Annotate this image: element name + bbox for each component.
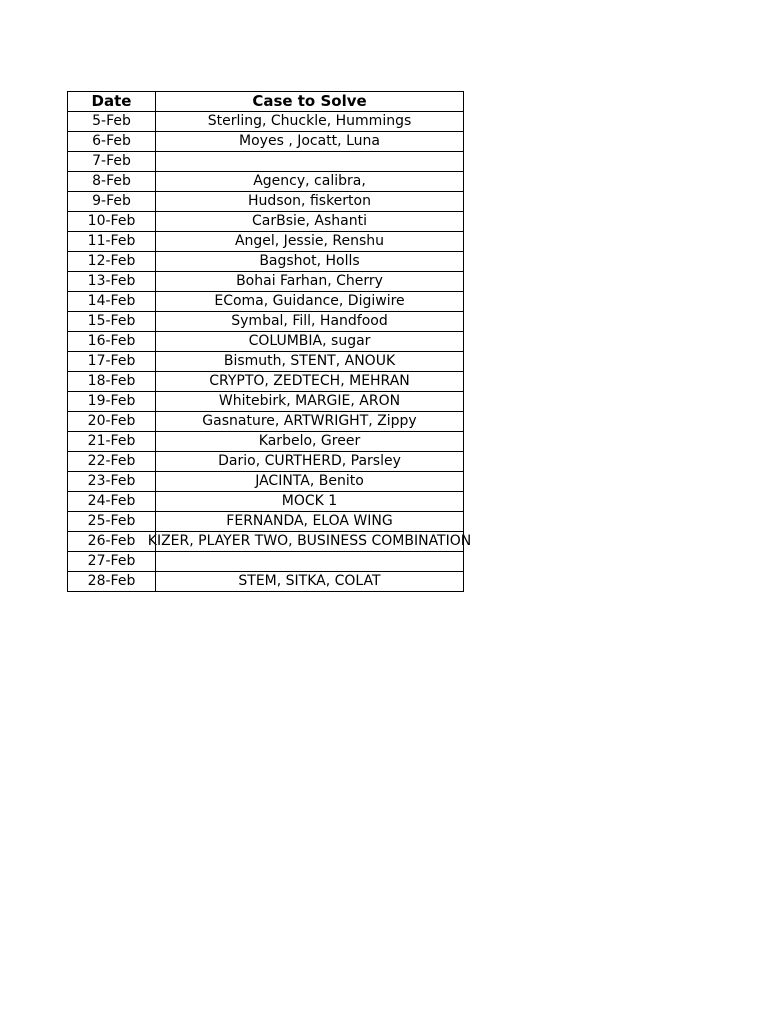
case-cell-wrap	[156, 432, 463, 451]
case-cell	[156, 552, 464, 572]
table-row	[68, 332, 464, 352]
table-row	[68, 452, 464, 472]
case-cell-wrap	[156, 212, 463, 231]
case-cell	[156, 292, 464, 312]
date-cell: 18-Feb	[68, 372, 156, 392]
case-text: CRYPTO, ZEDTECH, MEHRAN	[209, 373, 410, 389]
table-row	[68, 532, 464, 552]
table-row	[68, 552, 464, 572]
case-cell-wrap	[156, 372, 463, 391]
case-cell-wrap	[156, 392, 463, 411]
case-cell	[156, 312, 464, 332]
case-text: Whitebirk, MARGIE, ARON	[218, 393, 401, 409]
table-row	[68, 352, 464, 372]
case-cell-wrap	[156, 492, 463, 511]
table-row	[68, 172, 464, 192]
table-row	[68, 132, 464, 152]
case-cell-wrap	[156, 352, 463, 371]
case-text: JACINTA, Benito	[255, 473, 364, 489]
case-cell	[156, 472, 464, 492]
table-row	[68, 392, 464, 412]
table-row	[68, 232, 464, 252]
case-schedule-table	[67, 91, 472, 592]
case-text: Angel, Jessie, Renshu	[234, 233, 385, 249]
case-text: CarBsie, Ashanti	[252, 213, 367, 229]
case-cell	[156, 512, 464, 532]
case-cell-wrap	[156, 552, 463, 571]
table-row	[68, 472, 464, 492]
case-cell-wrap	[156, 512, 463, 531]
case-cell	[156, 332, 464, 352]
date-cell: 26-Feb	[68, 532, 156, 552]
table-row	[68, 312, 464, 332]
date-cell: 10-Feb	[68, 212, 156, 232]
case-cell-wrap	[156, 472, 463, 491]
case-text: Symbal, Fill, Handfood	[231, 313, 388, 329]
case-text: Bohai Farhan, Cherry	[236, 273, 383, 289]
date-cell: 14-Feb	[68, 292, 156, 312]
table-body	[68, 112, 472, 592]
table-row	[68, 192, 464, 212]
case-cell	[156, 452, 464, 472]
date-cell: 11-Feb	[68, 232, 156, 252]
case-cell-wrap	[156, 412, 463, 431]
case-cell-wrap	[156, 452, 463, 471]
case-cell	[156, 132, 464, 152]
case-text: MOCK 1	[281, 493, 338, 509]
date-cell: 27-Feb	[68, 552, 156, 572]
case-cell-wrap	[156, 172, 463, 191]
case-text: Agency, calibra,	[253, 173, 366, 189]
table-row	[68, 492, 464, 512]
case-text: Gasnature, ARTWRIGHT, Zippy	[202, 413, 417, 429]
case-cell-wrap	[156, 272, 463, 291]
case-text: Dario, CURTHERD, Parsley	[218, 453, 401, 469]
case-cell-wrap	[156, 152, 463, 171]
case-text: Sterling, Chuckle, Hummings	[207, 113, 412, 129]
case-cell	[156, 372, 464, 392]
date-cell: 6-Feb	[68, 132, 156, 152]
case-cell	[156, 172, 464, 192]
date-column-header: Date	[68, 92, 156, 112]
date-cell: 20-Feb	[68, 412, 156, 432]
case-cell	[156, 412, 464, 432]
case-text: KIZER, PLAYER TWO, BUSINESS COMBINATION	[147, 533, 472, 549]
case-cell	[156, 192, 464, 212]
case-cell	[156, 152, 464, 172]
case-cell-wrap	[156, 232, 463, 251]
date-cell: 12-Feb	[68, 252, 156, 272]
case-text: Moyes , Jocatt, Luna	[239, 133, 380, 149]
table-row	[68, 572, 464, 592]
date-cell: 13-Feb	[68, 272, 156, 292]
case-text: Bismuth, STENT, ANOUK	[223, 353, 396, 369]
case-cell	[156, 112, 464, 132]
case-cell	[156, 392, 464, 412]
date-cell: 17-Feb	[68, 352, 156, 372]
table-row	[68, 252, 464, 272]
case-text: STEM, SITKA, COLAT	[238, 573, 381, 589]
table-row	[68, 512, 464, 532]
case-cell-wrap	[156, 572, 463, 591]
case-cell	[156, 272, 464, 292]
header-row	[68, 92, 464, 112]
date-cell: 9-Feb	[68, 192, 156, 212]
date-cell: 24-Feb	[68, 492, 156, 512]
table-row	[68, 412, 464, 432]
date-cell: 19-Feb	[68, 392, 156, 412]
case-cell	[156, 352, 464, 372]
table-row	[68, 212, 464, 232]
case-cell-wrap	[156, 332, 463, 351]
case-cell-wrap	[156, 132, 463, 151]
table-row	[68, 372, 464, 392]
date-cell: 23-Feb	[68, 472, 156, 492]
case-cell	[156, 212, 464, 232]
case-cell	[156, 572, 464, 592]
case-cell	[156, 432, 464, 452]
case-cell	[156, 492, 464, 512]
case-cell-wrap	[156, 252, 463, 271]
case-cell-wrap	[156, 292, 463, 311]
date-cell: 16-Feb	[68, 332, 156, 352]
table-row	[68, 292, 464, 312]
case-cell	[156, 252, 464, 272]
date-cell: 21-Feb	[68, 432, 156, 452]
case-cell-wrap	[156, 312, 463, 331]
date-cell: 7-Feb	[68, 152, 156, 172]
case-text: EComa, Guidance, Digiwire	[214, 293, 405, 309]
date-cell: 8-Feb	[68, 172, 156, 192]
case-text: Hudson, fiskerton	[248, 193, 371, 209]
date-cell: 15-Feb	[68, 312, 156, 332]
date-cell: 22-Feb	[68, 452, 156, 472]
case-text: Bagshot, Holls	[259, 253, 360, 269]
case-column-header: Case to Solve	[156, 92, 464, 112]
case-cell-wrap	[156, 112, 463, 131]
table-row	[68, 272, 464, 292]
table-row	[68, 112, 464, 132]
date-cell: 28-Feb	[68, 572, 156, 592]
case-cell-wrap	[156, 192, 463, 211]
case-text: COLUMBIA, sugar	[248, 333, 371, 349]
date-cell: 25-Feb	[68, 512, 156, 532]
date-cell: 5-Feb	[68, 112, 156, 132]
case-text: FERNANDA, ELOA WING	[226, 513, 393, 529]
case-cell	[156, 232, 464, 252]
case-cell-wrap	[147, 532, 472, 551]
case-text: Karbelo, Greer	[258, 433, 361, 449]
table-row	[68, 432, 464, 452]
table-row	[68, 152, 464, 172]
case-cell	[147, 532, 472, 552]
